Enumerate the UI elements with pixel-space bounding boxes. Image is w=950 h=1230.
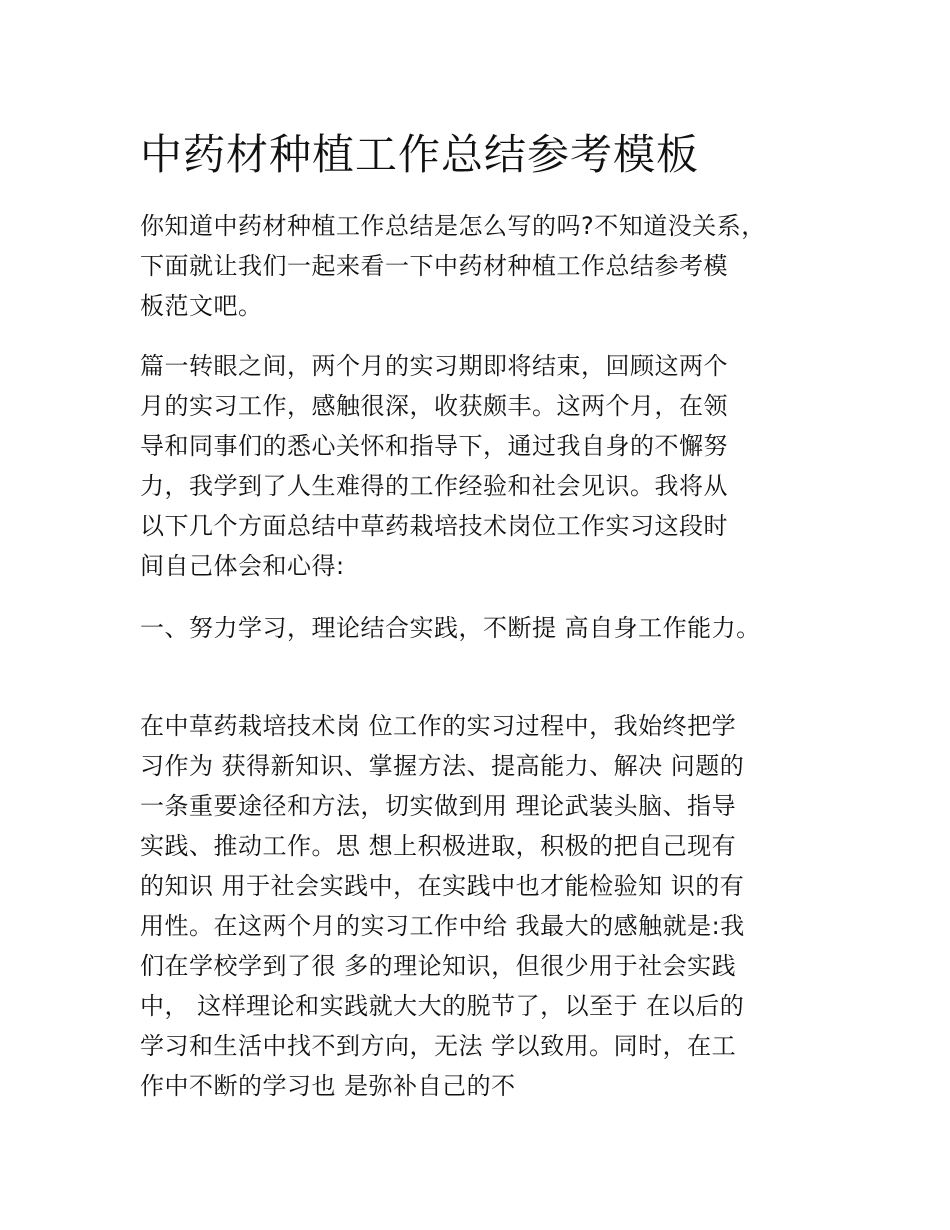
paragraph-one-line: 月的实习工作，感触很深，收获颇丰。这两个月，在领 xyxy=(140,392,728,420)
paragraph-two-line: 用性。在这两个月的实习工作中给 我最大的感触就是:我 xyxy=(140,912,745,940)
paragraph-two-line: 们在学校学到了很 多的理论知识，但很少用于社会实践 xyxy=(140,952,737,980)
paragraph-two xyxy=(140,706,840,1106)
paragraph-two-line: 作中不断的学习也 是弥补自己的不 xyxy=(140,1072,516,1100)
intro-line: 板范文吧。 xyxy=(140,292,263,320)
paragraph-two-line: 的知识 用于社会实践中，在实践中也才能检验知 识的有 xyxy=(140,872,745,900)
paragraph-two-line: 一条重要途径和方法，切实做到用 理论武装头脑、指导 xyxy=(140,792,737,820)
intro-line: 下面就让我们一起来看一下中药材种植工作总结参考模 xyxy=(140,252,728,280)
paragraph-two-line: 在中草药栽培技术岗 位工作的实习过程中，我始终把学 xyxy=(140,712,737,740)
paragraph-one-line: 导和同事们的悉心关怀和指导下，通过我自身的不懈努 xyxy=(140,432,728,460)
section-heading-one xyxy=(140,608,840,648)
paragraph-two-line: 学习和生活中找不到方向，无法 学以致用。同时，在工 xyxy=(140,1032,737,1060)
document-title: 中药材种植工作总结参考模板 xyxy=(140,130,700,179)
section-heading-text: 一、努力学习，理论结合实践，不断提 高自身工作能力。 xyxy=(140,614,761,642)
paragraph-one-line: 以下几个方面总结中草药栽培技术岗位工作实习这段时 xyxy=(140,512,728,540)
paragraph-one-line: 力，我学到了人生难得的工作经验和社会见识。我将从 xyxy=(140,472,728,500)
intro-paragraph xyxy=(140,206,840,326)
paragraph-one xyxy=(140,346,840,586)
paragraph-one-line: 篇一转眼之间，两个月的实习期即将结束，回顾这两个 xyxy=(140,352,728,380)
paragraph-two-line: 中， 这样理论和实践就大大的脱节了，以至于 在以后的 xyxy=(140,992,745,1020)
paragraph-two-line: 实践、推动工作。思 想上积极进取，积极的把自己现有 xyxy=(140,832,737,860)
paragraph-one-line: 间自己体会和心得: xyxy=(140,552,345,580)
intro-line: 你知道中药材种植工作总结是怎么写的吗?不知道没关系， xyxy=(140,212,766,240)
paragraph-two-line: 习作为 获得新知识、掌握方法、提高能力、解决 问题的 xyxy=(140,752,745,780)
